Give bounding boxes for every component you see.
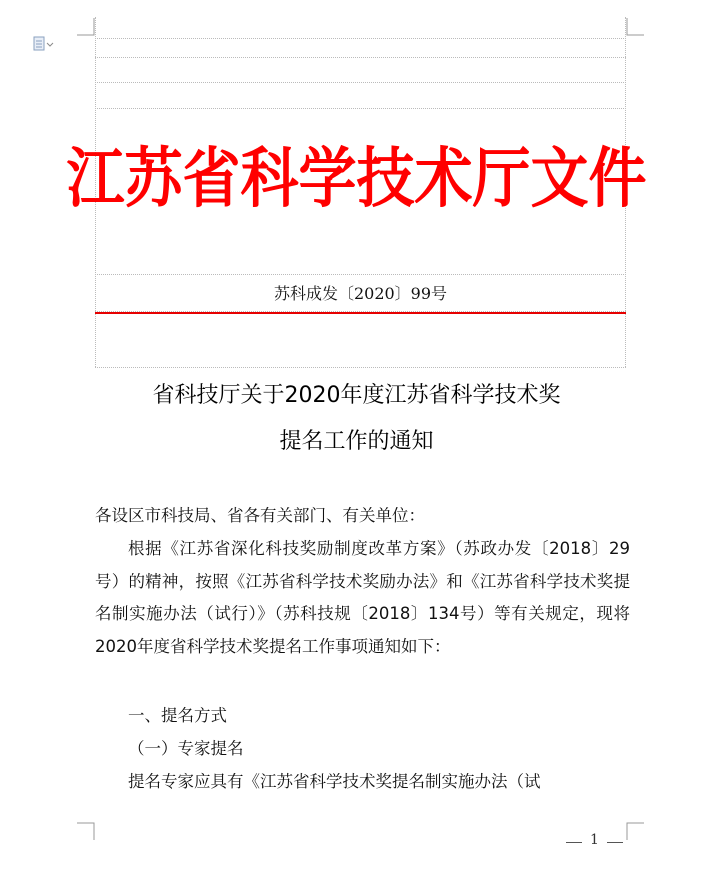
- notice-title-line2: 提名工作的通知: [279, 429, 434, 454]
- table-divider: [95, 38, 626, 39]
- section-heading-1: 一、提名方式: [128, 706, 227, 725]
- document-number: 苏科成发〔2020〕99号: [273, 284, 448, 303]
- table-divider: [95, 82, 626, 83]
- document-banner: 江苏省科学技术厅文件: [66, 139, 647, 217]
- paragraph-2: 提名专家应具有《江苏省科学技术奖提名制实施办法（试: [128, 772, 541, 791]
- subsection-heading-1: （一）专家提名: [128, 739, 244, 758]
- document-icon[interactable]: [32, 36, 54, 52]
- table-divider: [95, 57, 626, 58]
- table-divider: [95, 274, 626, 275]
- notice-title-line1: 省科技厅关于2020年度江苏省科学技术奖: [152, 383, 561, 408]
- paragraph-1: 根据《江苏省深化科技奖励制度改革方案》（苏政办发〔2018〕29号）的精神，按照《江苏省科学技术奖励办法》和《江苏省科学技术奖提名制实施办法（试行）》（苏科技规〔2018〕134号）等有关规定，现将2020年度省科学技术奖提名工作事项通知如下：: [95, 539, 630, 656]
- page-corner-mark: [626, 18, 644, 36]
- page-corner-mark: [77, 18, 95, 36]
- page-corner-mark: [77, 822, 95, 840]
- red-separator-line: [95, 312, 626, 314]
- footer-dash: [607, 842, 623, 843]
- table-divider: [95, 367, 626, 368]
- salutation: 各设区市科技局、省各有关部门、有关单位：: [95, 506, 425, 525]
- page-number: 1: [590, 832, 599, 848]
- table-divider: [95, 108, 626, 109]
- footer-dash: [566, 842, 582, 843]
- page-corner-mark: [626, 822, 644, 840]
